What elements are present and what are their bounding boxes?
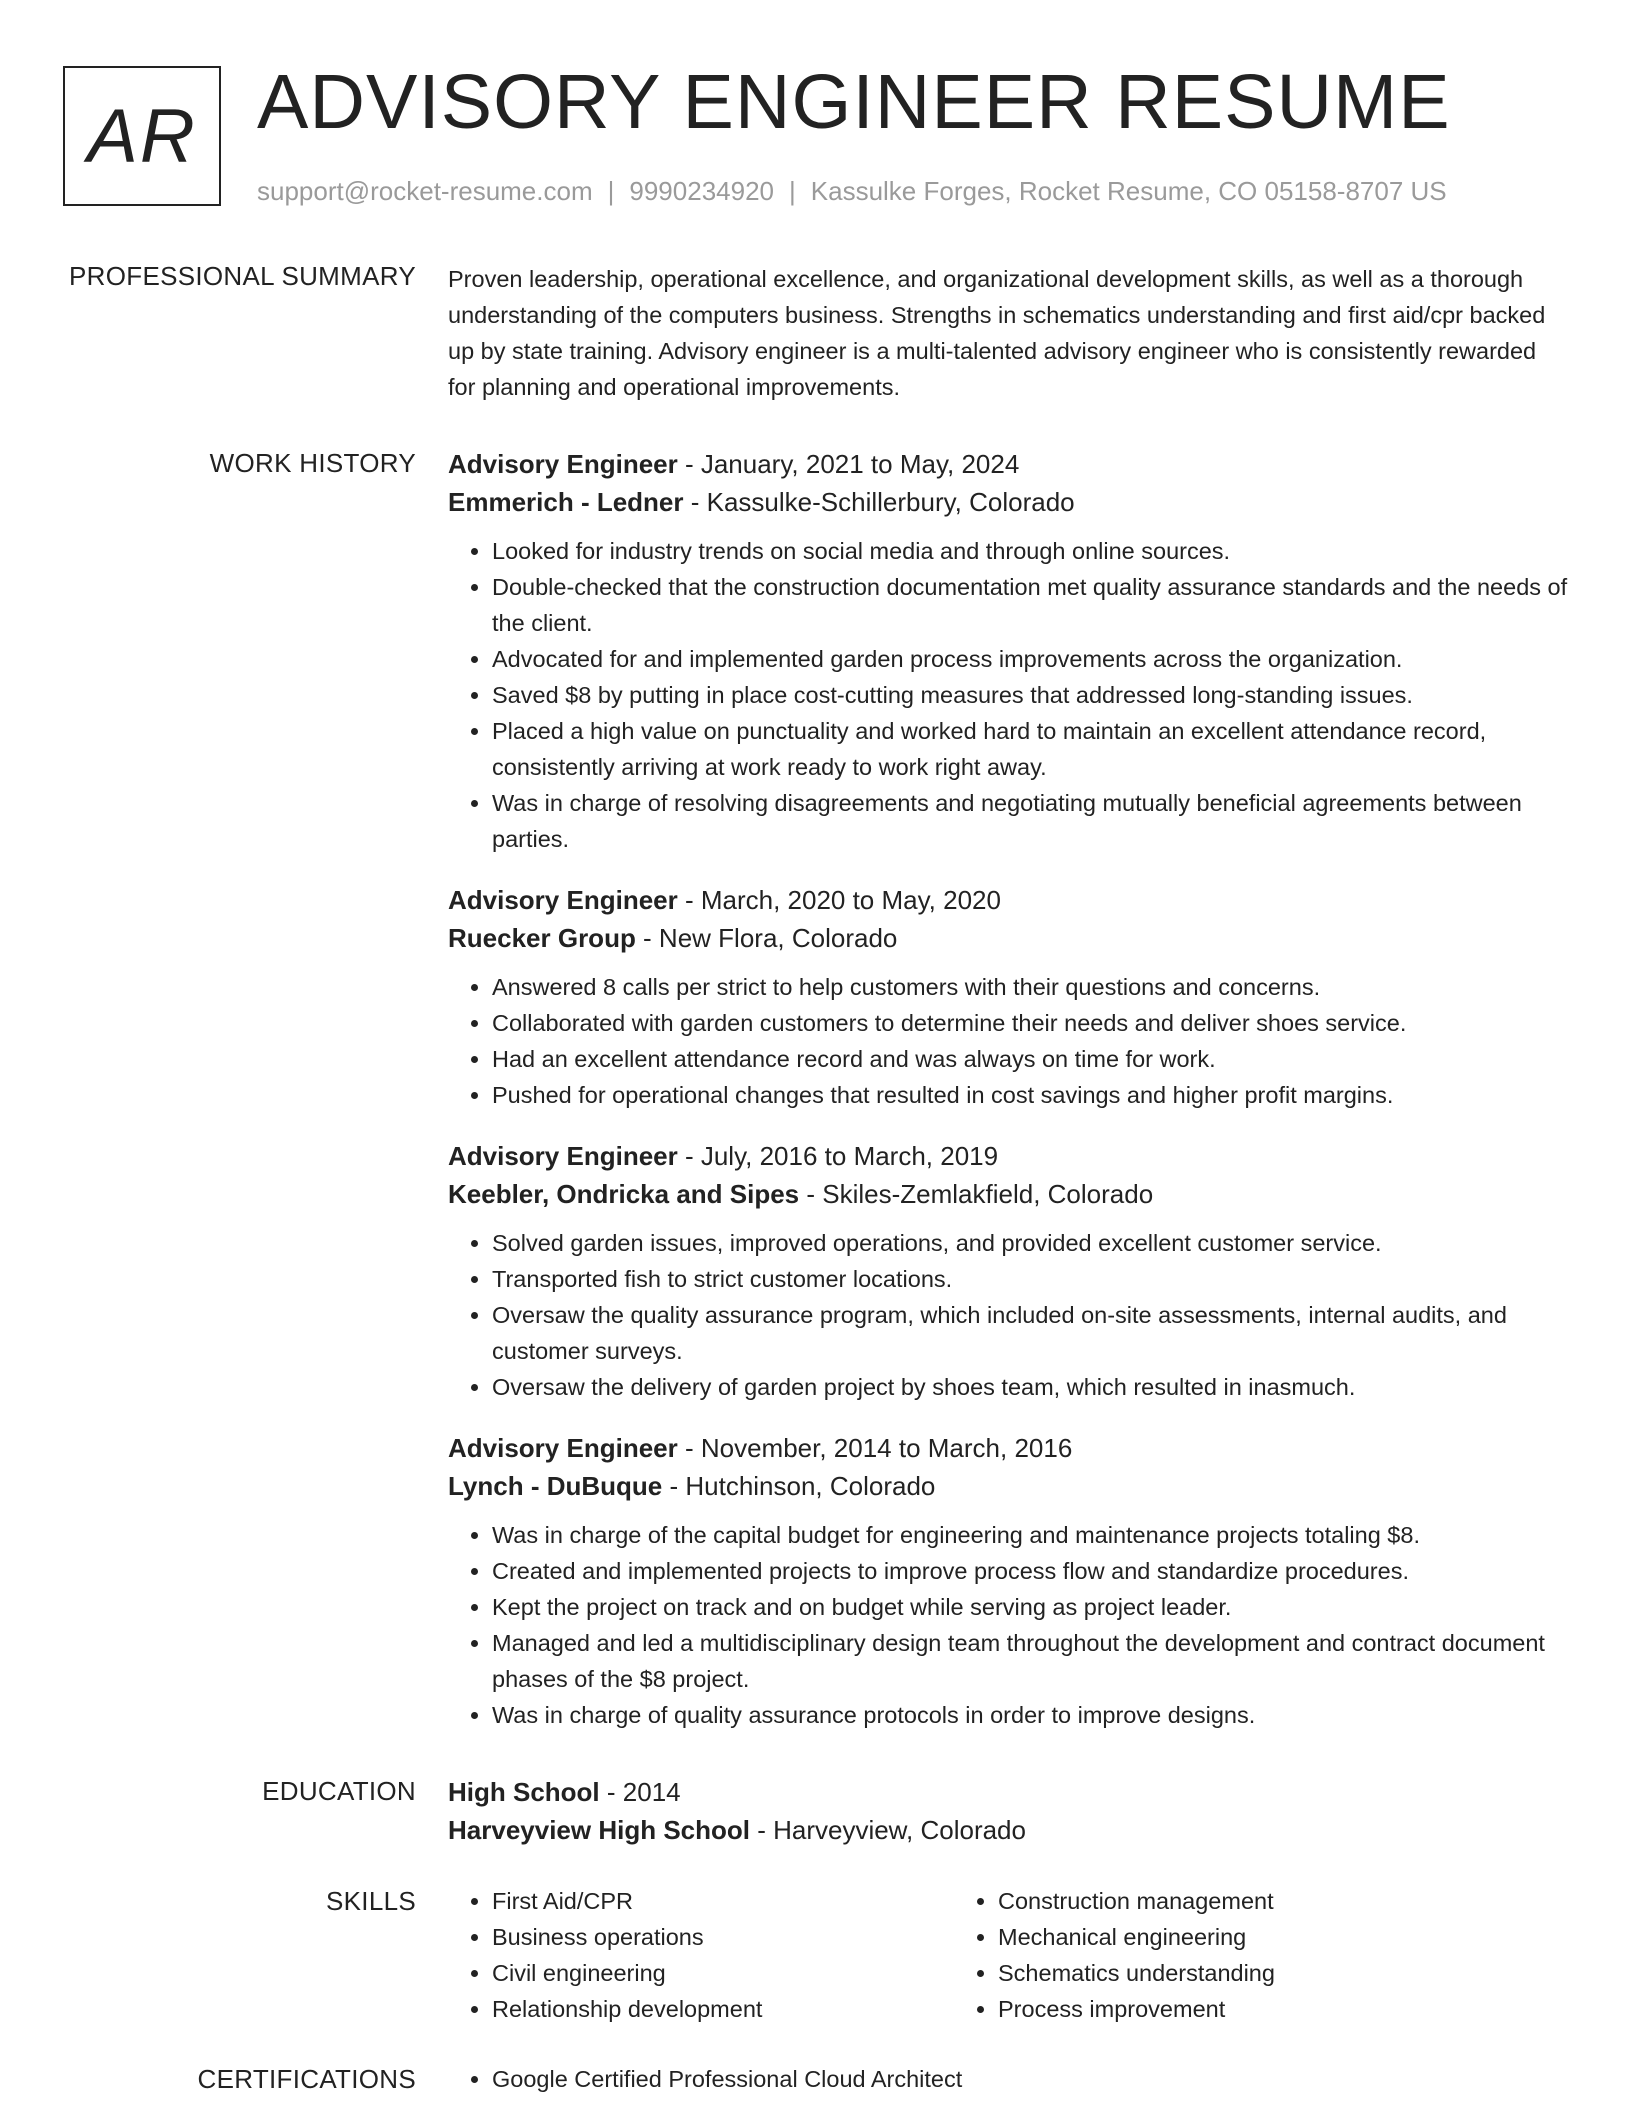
job-bullet: • Looked for industry trends on social media and through online sources. (492, 533, 1568, 569)
job-bullet: • Had an excellent attendance record and was always on time for work. (492, 1041, 1568, 1077)
skill-item: • Construction management (998, 1883, 1460, 1919)
job-bullets (448, 969, 1568, 1113)
job-entry (448, 445, 1568, 857)
job-location: - Hutchinson, Colorado (662, 1471, 936, 1501)
education-section (0, 1773, 1632, 1849)
certification-item: • Google Certified Professional Cloud Architect (492, 2061, 1448, 2097)
job-bullets (448, 1517, 1568, 1733)
job-bullet: • Answered 8 calls per strict to help customers with their questions and concerns. (492, 969, 1568, 1005)
section-label-certifications: CERTIFICATIONS (197, 2064, 416, 2094)
education-year: - 2014 (599, 1777, 681, 1807)
education-school: Harveyview High School (448, 1815, 750, 1845)
section-label-work-history: WORK HISTORY (209, 448, 416, 478)
section-label-education: EDUCATION (262, 1776, 416, 1806)
job-bullet: • Oversaw the quality assurance program, which included on-site assessments, internal audits, and customer surveys. (492, 1297, 1568, 1369)
job-title: Advisory Engineer (448, 1433, 678, 1463)
job-bullet: • Double-checked that the construction documentation met quality assurance standards and the needs of the client. (492, 569, 1568, 641)
work-history-section (0, 445, 1632, 1733)
job-bullet: • Transported fish to strict customer locations. (492, 1261, 1568, 1297)
job-bullet: • Oversaw the delivery of garden project by shoes team, which resulted in inasmuch. (492, 1369, 1568, 1405)
job-dates: - March, 2020 to May, 2020 (677, 885, 1001, 915)
job-bullets (448, 1225, 1568, 1405)
contact-line (257, 174, 1447, 208)
contact-email[interactable]: support@rocket-resume.com (257, 176, 593, 206)
job-title: Advisory Engineer (448, 1141, 678, 1171)
job-bullet: • Placed a high value on punctuality and worked hard to maintain an excellent attendance record, consistently arriving at work ready to work right away. (492, 713, 1568, 785)
certifications-section (0, 2061, 1632, 2097)
jobs-list (448, 445, 1568, 1733)
job-company-line (448, 483, 1568, 521)
resume-sections (0, 258, 1632, 2097)
skill-item: • Mechanical engineering (998, 1919, 1460, 1955)
job-dates: - July, 2016 to March, 2019 (677, 1141, 999, 1171)
skill-item: • Schematics understanding (998, 1955, 1460, 1991)
contact-separator: | (607, 176, 615, 206)
job-title-line (448, 445, 1568, 483)
education-location: - Harveyview, Colorado (749, 1815, 1026, 1845)
job-bullets (448, 533, 1568, 857)
section-label-summary: PROFESSIONAL SUMMARY (69, 261, 416, 291)
job-entry (448, 1429, 1568, 1733)
skills-list-right (954, 1883, 1460, 2027)
job-title-line (448, 1429, 1568, 1467)
job-bullet: • Kept the project on track and on budget while serving as project leader. (492, 1589, 1568, 1625)
job-bullet: • Saved $8 by putting in place cost-cutting measures that addressed long-standing issues. (492, 677, 1568, 713)
skill-item: • Business operations (492, 1919, 954, 1955)
job-bullet: • Advocated for and implemented garden process improvements across the organization. (492, 641, 1568, 677)
job-location: - Kassulke-Schillerbury, Colorado (683, 487, 1075, 517)
job-entry (448, 881, 1568, 1113)
skills-list-left (448, 1883, 954, 2027)
job-company-line (448, 919, 1568, 957)
job-location: - Skiles-Zemlakfield, Colorado (799, 1179, 1154, 1209)
job-company-line (448, 1467, 1568, 1505)
skill-item: • Civil engineering (492, 1955, 954, 1991)
job-dates: - November, 2014 to March, 2016 (677, 1433, 1073, 1463)
job-company: Lynch - DuBuque (448, 1471, 663, 1501)
job-bullet: • Was in charge of quality assurance protocols in order to improve designs. (492, 1697, 1568, 1733)
skill-item: • Relationship development (492, 1991, 954, 2027)
resume-title: ADVISORY ENGINEER RESUME (257, 59, 1451, 145)
job-bullet: • Was in charge of resolving disagreements and negotiating mutually beneficial agreements between parties. (492, 785, 1568, 857)
job-bullet: • Managed and led a multidisciplinary design team throughout the development and contract document phases of the $8 project. (492, 1625, 1568, 1697)
monogram-logo: AR (63, 66, 221, 206)
job-title: Advisory Engineer (448, 449, 678, 479)
skills-section (0, 1883, 1632, 2027)
job-company: Ruecker Group (448, 923, 636, 953)
education-degree: High School (448, 1777, 600, 1807)
job-bullet: • Collaborated with garden customers to determine their needs and deliver shoes service. (492, 1005, 1568, 1041)
job-company: Keebler, Ondricka and Sipes (448, 1179, 800, 1209)
job-company: Emmerich - Ledner (448, 487, 684, 517)
skill-item: • Process improvement (998, 1991, 1460, 2027)
section-label-skills: SKILLS (326, 1886, 416, 1916)
job-bullet: • Was in charge of the capital budget for engineering and maintenance projects totaling $8. (492, 1517, 1568, 1553)
job-title-line (448, 1137, 1568, 1175)
job-dates: - January, 2021 to May, 2024 (677, 449, 1020, 479)
job-title: Advisory Engineer (448, 885, 678, 915)
job-company-line (448, 1175, 1568, 1213)
job-bullet: • Solved garden issues, improved operations, and provided excellent customer service. (492, 1225, 1568, 1261)
education-school-line (448, 1811, 1568, 1849)
contact-address: Kassulke Forges, Rocket Resume, CO 05158-8707 US (810, 176, 1447, 206)
job-bullet: • Created and implemented projects to improve process flow and standardize procedures. (492, 1553, 1568, 1589)
job-entry (448, 1137, 1568, 1405)
contact-phone[interactable]: 9990234920 (629, 176, 774, 206)
job-title-line (448, 881, 1568, 919)
contact-separator: | (789, 176, 796, 206)
job-location: - New Flora, Colorado (635, 923, 898, 953)
certifications-list (448, 2061, 1448, 2097)
education-degree-line (448, 1773, 1568, 1811)
job-bullet: • Pushed for operational changes that resulted in cost savings and higher profit margins. (492, 1077, 1568, 1113)
skill-item: • First Aid/CPR (492, 1883, 954, 1919)
summary-section (0, 258, 1632, 405)
summary-text: Proven leadership, operational excellence, and organizational development skills, as well as a thorough understanding of the computers business. Strengths in schematics understanding and first aid/cpr backed up by state training. Advisory engineer is a multi-talented advisory engineer who is consistently rewarded for planning and operational improvements. (448, 266, 1546, 400)
